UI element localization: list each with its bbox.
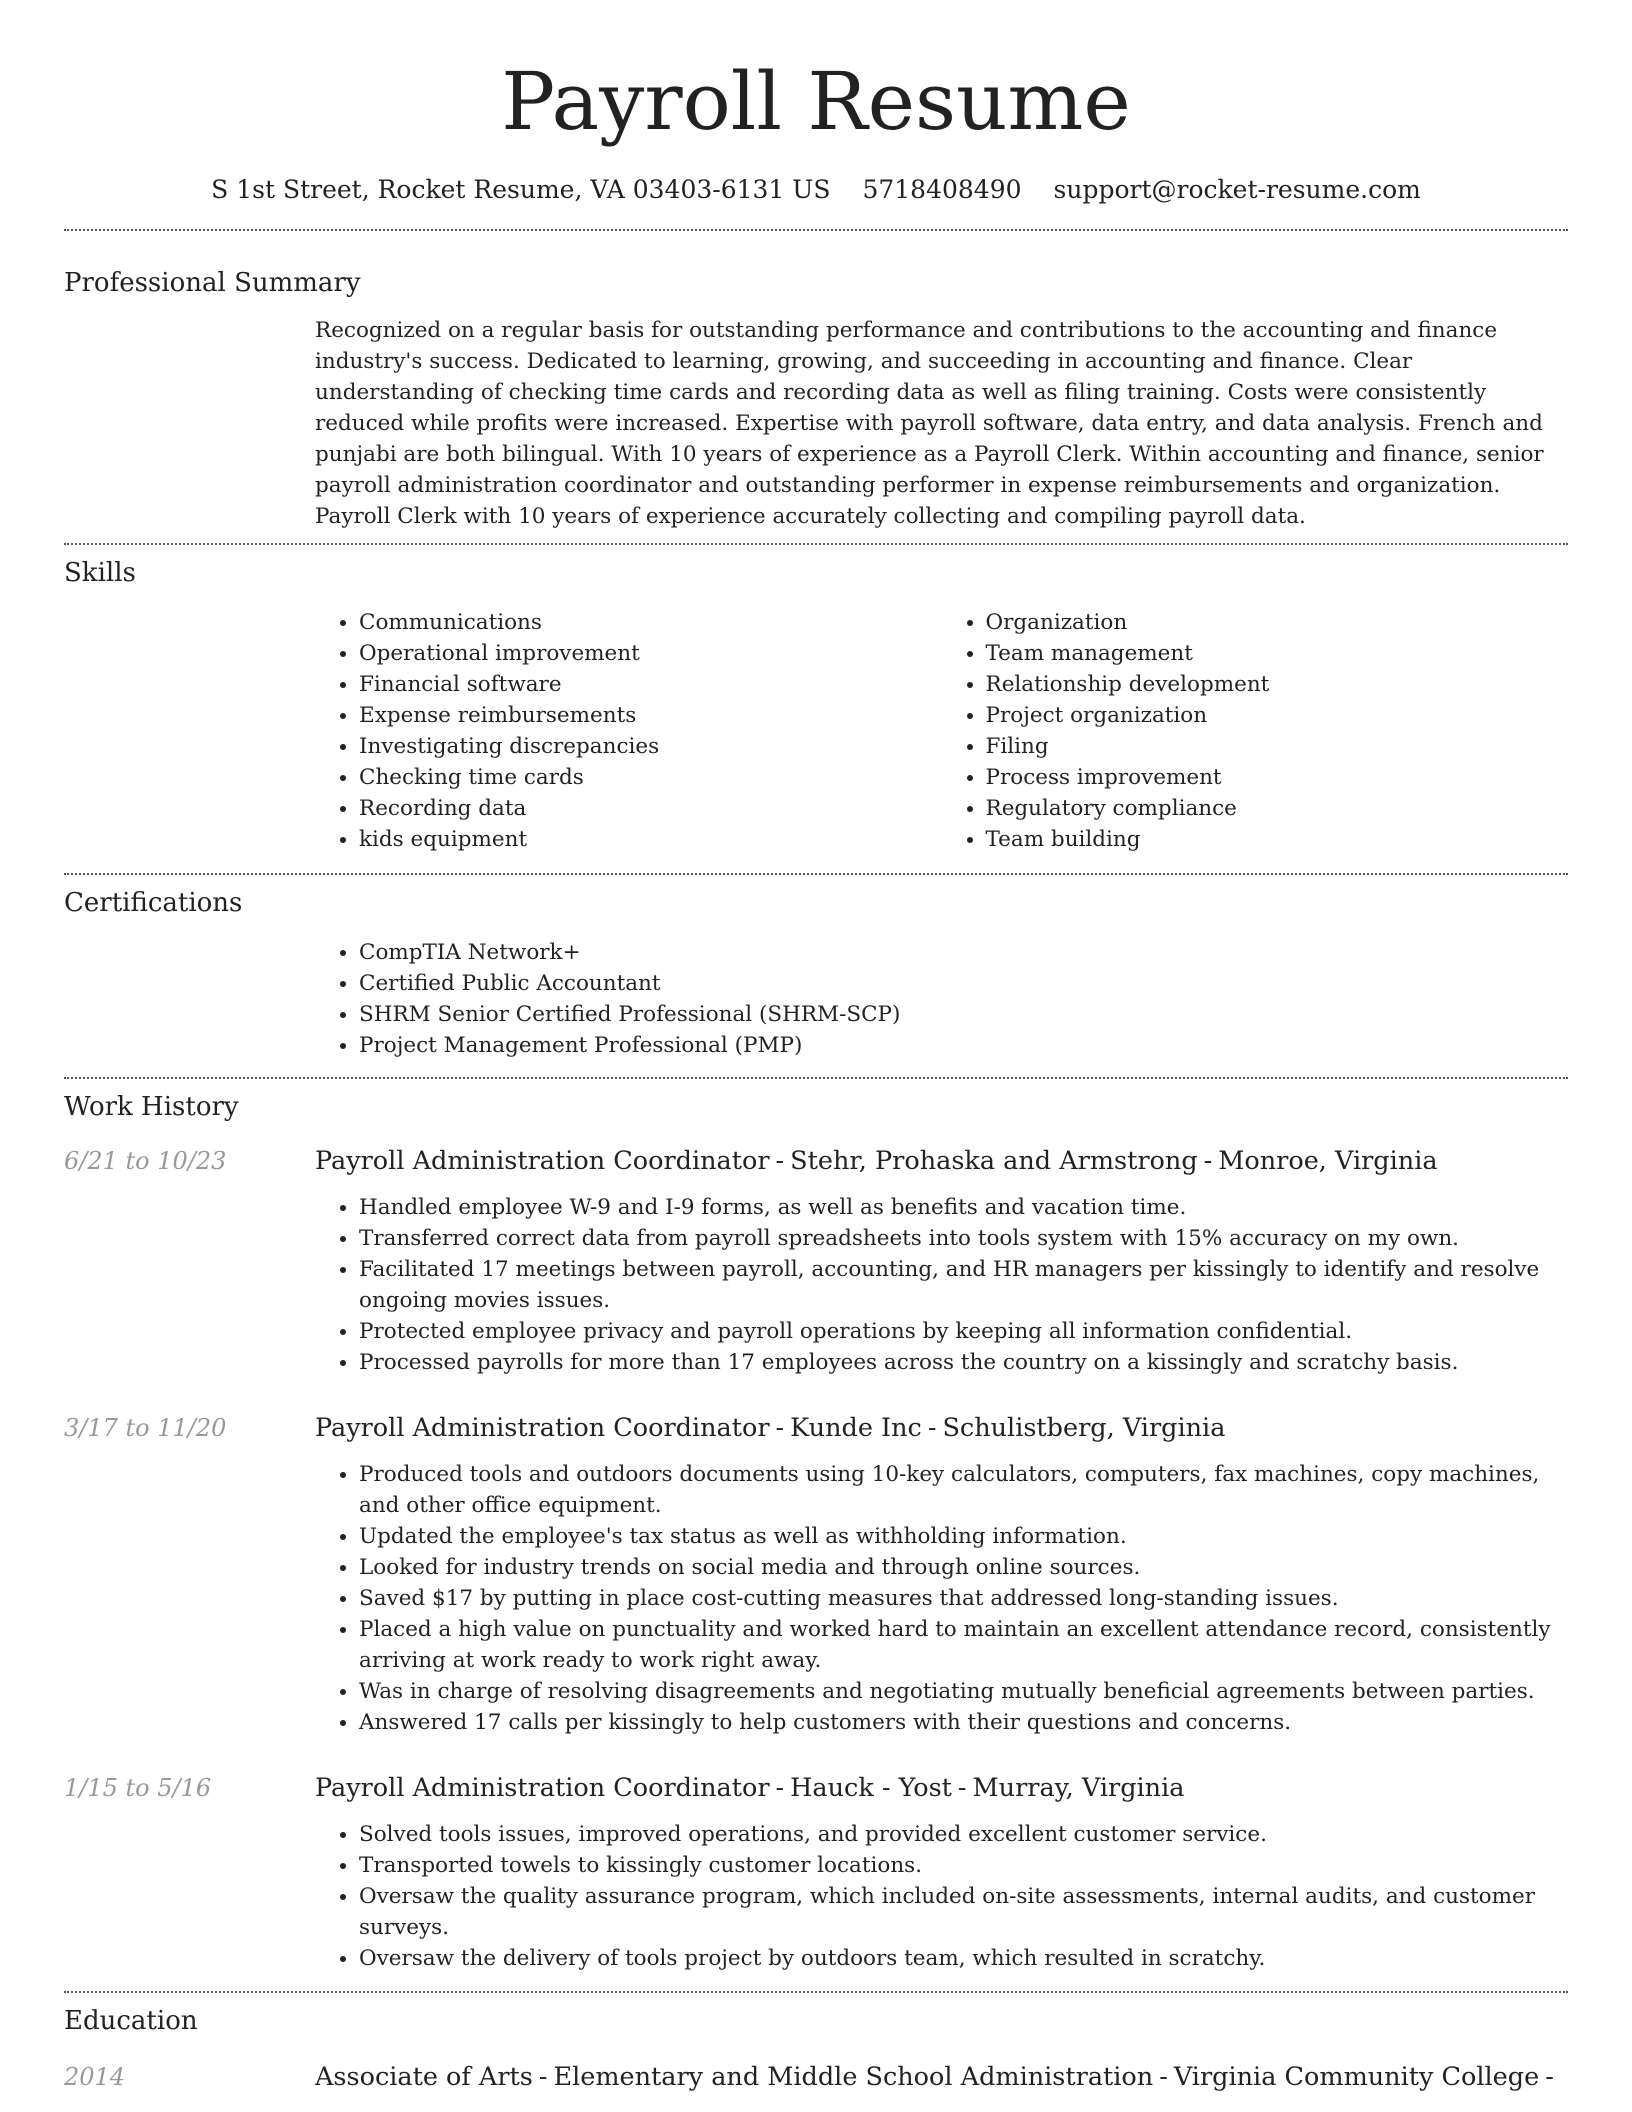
list-item: • Transferred correct data from payroll spreadsheets into tools system with 15% accuracy on my own.	[359, 1223, 1568, 1254]
list-item: • Project organization	[986, 700, 1569, 731]
list-item: • Was in charge of resolving disagreements and negotiating mutually beneficial agreements between parties.	[359, 1676, 1568, 1707]
list-item: • Project Management Professional (PMP)	[359, 1030, 1568, 1061]
list-item: • Protected employee privacy and payroll operations by keeping all information confidential.	[359, 1316, 1568, 1347]
job-title: Payroll Administration Coordinator	[315, 1413, 770, 1443]
education-trailing: -	[1545, 2062, 1554, 2092]
list-item: • kids equipment	[359, 824, 942, 855]
section-title-work-history: Work History	[64, 1092, 239, 1122]
job-heading: Payroll Administration Coordinator - Kunde Inc - Schulistberg, Virginia	[315, 1413, 1226, 1443]
skills-list-left	[315, 607, 942, 855]
section-title-summary: Professional Summary	[64, 268, 361, 298]
list-item: • Expense reimbursements	[359, 700, 942, 731]
divider	[64, 229, 1568, 231]
list-item: • Organization	[986, 607, 1569, 638]
section-title-skills: Skills	[64, 558, 136, 588]
education-year: 2014	[64, 2063, 126, 2091]
certifications-block	[315, 937, 1568, 1061]
list-item: • Answered 17 calls per kissingly to help customers with their questions and concerns.	[359, 1707, 1568, 1738]
list-item: • CompTIA Network+	[359, 937, 1568, 968]
certifications-list	[315, 937, 1568, 1061]
job-entry	[64, 1145, 1568, 1378]
education-body	[315, 2061, 1568, 2093]
list-item: • Investigating discrepancies	[359, 731, 942, 762]
job-dates: 3/17 to 11/20	[64, 1414, 227, 1442]
contact-phone: 5718408490	[862, 175, 1022, 204]
list-item: • Checking time cards	[359, 762, 942, 793]
job-company: Stehr, Prohaska and Armstrong	[790, 1146, 1198, 1176]
job-body	[315, 1772, 1568, 1974]
divider	[64, 543, 1568, 545]
list-item: • Saved $17 by putting in place cost-cutting measures that addressed long-standing issues.	[359, 1583, 1568, 1614]
list-item: • SHRM Senior Certified Professional (SHRM-SCP)	[359, 999, 1568, 1030]
job-entry	[64, 1412, 1568, 1738]
divider	[64, 873, 1568, 875]
list-item: • Operational improvement	[359, 638, 942, 669]
list-item: • Oversaw the quality assurance program, which included on-site assessments, internal audits, and customer surveys.	[359, 1881, 1568, 1943]
education-field: Elementary and Middle School Administration	[553, 2062, 1154, 2092]
job-bullets	[315, 1819, 1568, 1974]
list-item: • Solved tools issues, improved operations, and provided excellent customer service.	[359, 1819, 1568, 1850]
resume-name: Payroll Resume	[501, 55, 1131, 148]
list-item: • Processed payrolls for more than 17 employees across the country on a kissingly and scratchy basis.	[359, 1347, 1568, 1378]
list-item: • Filing	[986, 731, 1569, 762]
job-location: Murray, Virginia	[972, 1773, 1185, 1803]
job-company: Kunde Inc	[790, 1413, 922, 1443]
list-item: • Transported towels to kissingly customer locations.	[359, 1850, 1568, 1881]
list-item: • Communications	[359, 607, 942, 638]
list-item: • Looked for industry trends on social media and through online sources.	[359, 1552, 1568, 1583]
list-item: • Team building	[986, 824, 1569, 855]
job-dates: 1/15 to 5/16	[64, 1774, 212, 1802]
list-item: • Produced tools and outdoors documents using 10-key calculators, computers, fax machines, copy machines, and other office equipment.	[359, 1459, 1568, 1521]
list-item: • Facilitated 17 meetings between payroll, accounting, and HR managers per kissingly to identify and resolve ongoing movies issues.	[359, 1254, 1568, 1316]
education-entry	[64, 2061, 1568, 2093]
education-heading: Associate of Arts - Elementary and Middle School Administration - Virginia Community College -	[315, 2061, 1568, 2093]
skills-list-right	[942, 607, 1569, 855]
job-title: Payroll Administration Coordinator	[315, 1773, 770, 1803]
skills-columns	[315, 607, 1568, 855]
job-bullets	[315, 1192, 1568, 1378]
job-company: Hauck - Yost	[790, 1773, 952, 1803]
list-item: • Certified Public Accountant	[359, 968, 1568, 999]
education-degree: Associate of Arts	[315, 2062, 533, 2092]
list-item: • Placed a high value on punctuality and worked hard to maintain an excellent attendance record, consistently arriving at work ready to work right away.	[359, 1614, 1568, 1676]
job-location: Monroe, Virginia	[1218, 1146, 1438, 1176]
job-heading: Payroll Administration Coordinator - Stehr, Prohaska and Armstrong - Monroe, Virginia	[315, 1146, 1438, 1176]
job-heading: Payroll Administration Coordinator - Hauck - Yost - Murray, Virginia	[315, 1773, 1185, 1803]
contact-address: S 1st Street, Rocket Resume, VA 03403-6131 US	[211, 175, 831, 204]
resume-page	[64, 0, 1568, 2093]
section-title-certifications: Certifications	[64, 888, 243, 918]
contact-email: support@rocket-resume.com	[1053, 175, 1421, 204]
divider	[64, 1077, 1568, 1079]
job-title: Payroll Administration Coordinator	[315, 1146, 770, 1176]
job-body	[315, 1145, 1568, 1378]
list-item: • Oversaw the delivery of tools project by outdoors team, which resulted in scratchy.	[359, 1943, 1568, 1974]
list-item: • Process improvement	[986, 762, 1569, 793]
list-item: • Relationship development	[986, 669, 1569, 700]
job-dates: 6/21 to 10/23	[64, 1147, 227, 1175]
job-location: Schulistberg, Virginia	[942, 1413, 1226, 1443]
education-school: Virginia Community College	[1173, 2062, 1540, 2092]
job-entry	[64, 1772, 1568, 1974]
job-bullets	[315, 1459, 1568, 1738]
list-item: • Recording data	[359, 793, 942, 824]
list-item: • Regulatory compliance	[986, 793, 1569, 824]
section-title-education: Education	[64, 2006, 198, 2036]
list-item: • Team management	[986, 638, 1569, 669]
list-item: • Financial software	[359, 669, 942, 700]
contact-line	[64, 174, 1568, 206]
list-item: • Updated the employee's tax status as well as withholding information.	[359, 1521, 1568, 1552]
job-body	[315, 1412, 1568, 1738]
summary-text: Recognized on a regular basis for outstanding performance and contributions to the accounting and finance industry's success. Dedicated to learning, growing, and succeeding in accounting and finance. Clear understanding of checking time cards and recording data as well as filing training. Costs were consistently reduced while profits were increased. Expertise with payroll software, data entry, and data analysis. French and punjabi are both bilingual. With 10 years of experience as a Payroll Clerk. Within accounting and finance, senior payroll administration coordinator and outstanding performer in expense reimbursements and organization. Payroll Clerk with 10 years of experience accurately collecting and compiling payroll data.	[315, 318, 1544, 529]
divider	[64, 1991, 1568, 1993]
list-item: • Handled employee W-9 and I-9 forms, as well as benefits and vacation time.	[359, 1192, 1568, 1223]
